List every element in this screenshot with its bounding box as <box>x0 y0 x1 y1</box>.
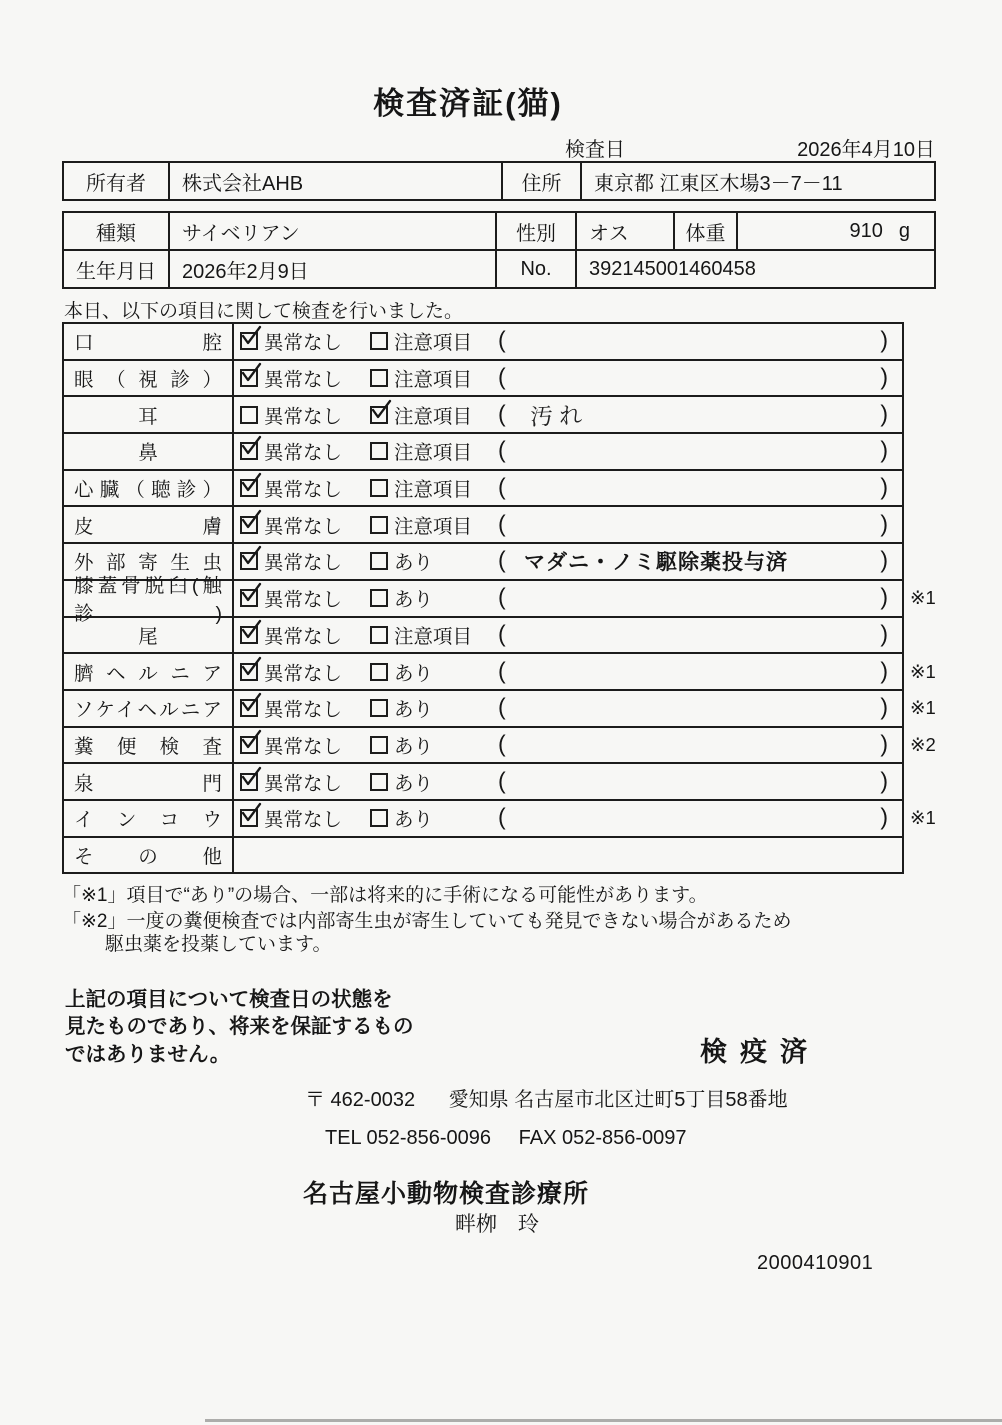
item-label-text: 外部寄生虫 <box>74 552 222 575</box>
item-label-text: その他 <box>74 845 222 868</box>
reference-mark: ※2 <box>910 733 936 755</box>
checklist-row-content <box>234 471 902 506</box>
address-label: 住所 <box>501 163 580 199</box>
check-mark-icon <box>239 435 263 459</box>
checkbox-option-1 <box>240 361 342 396</box>
clinic-tel-line <box>325 1127 687 1150</box>
option-label: 注意項目 <box>394 515 473 538</box>
checkbox-option-2 <box>370 691 433 726</box>
item-label <box>64 728 234 763</box>
paren-close: ) <box>880 400 888 427</box>
option-label: あり <box>394 735 434 758</box>
checkbox-unchecked-icon <box>370 626 388 644</box>
item-label-text: インコウ <box>74 809 222 832</box>
paren-open: ( <box>498 326 506 353</box>
paren-close: ) <box>880 436 888 463</box>
owner-label: 所有者 <box>86 172 146 195</box>
item-label <box>64 471 234 506</box>
owner-value: 株式会社AHB <box>168 163 501 199</box>
checklist-row-content <box>234 324 902 359</box>
checkbox-unchecked-icon <box>370 369 388 387</box>
item-label <box>64 575 234 626</box>
item-label-text: 心臓（聴診） <box>74 479 222 502</box>
checkbox-option-1 <box>240 691 342 726</box>
checkbox-checked-icon <box>240 626 258 644</box>
option-label: 異常なし <box>264 589 343 612</box>
checkbox-option-2 <box>370 507 472 542</box>
check-mark-icon <box>239 582 263 606</box>
checkbox-option-1 <box>240 801 342 836</box>
check-mark-icon <box>239 656 263 680</box>
check-mark-icon <box>369 399 393 423</box>
checklist-row <box>64 799 936 836</box>
paren-close: ) <box>880 693 888 720</box>
checkbox-checked-icon <box>240 479 258 497</box>
checkbox-unchecked-icon <box>370 663 388 681</box>
item-label-text: 泉門 <box>74 772 222 795</box>
paren-close: ) <box>880 326 888 353</box>
paren-open: ( <box>498 510 506 537</box>
closing-line-3: ではありません。 <box>65 1043 231 1066</box>
checkbox-option-2 <box>370 324 472 359</box>
check-mark-icon <box>239 325 263 349</box>
checklist-row <box>64 432 902 469</box>
checklist-row <box>64 762 902 799</box>
check-mark-icon <box>239 509 263 533</box>
option-label: 注意項目 <box>394 625 473 648</box>
checkbox-unchecked-icon <box>370 552 388 570</box>
paren-open: ( <box>498 767 506 794</box>
check-mark-icon <box>239 472 263 496</box>
checkbox-unchecked-icon <box>370 332 388 350</box>
sex-label: 性別 <box>495 213 575 249</box>
option-label: 注意項目 <box>394 479 473 502</box>
checklist-row <box>64 689 936 726</box>
checklist-row <box>64 652 936 689</box>
entry-text: マダニ・ノミ駆除薬投与済 <box>524 551 788 575</box>
no-value: 392145001460458 <box>575 251 934 287</box>
checkbox-unchecked-icon <box>370 516 388 534</box>
item-label <box>64 397 234 432</box>
paren-open: ( <box>498 656 506 683</box>
checkbox-checked-icon <box>240 516 258 534</box>
checkbox-unchecked-icon <box>370 736 388 754</box>
checklist-row-content <box>234 507 902 542</box>
item-label-text: 皮膚 <box>74 515 222 538</box>
paren-close: ) <box>880 546 888 573</box>
checklist-row-content <box>234 801 902 836</box>
check-mark-icon <box>239 766 263 790</box>
check-mark-icon <box>239 619 263 643</box>
item-label-text: 眼（視診） <box>74 369 222 392</box>
checkbox-option-2 <box>370 471 472 506</box>
paren-open: ( <box>498 400 506 427</box>
checklist-row-content <box>234 838 902 873</box>
checklist-row <box>64 505 902 542</box>
paren-open: ( <box>498 473 506 500</box>
checklist-row <box>64 616 902 653</box>
checkbox-option-2 <box>370 434 472 469</box>
closing-line-2: 見たものであり、将来を保証するもの <box>65 1015 414 1038</box>
option-label: 異常なし <box>264 735 343 758</box>
checklist-row <box>64 575 936 626</box>
option-label: 異常なし <box>264 662 343 685</box>
weight-unit: g <box>898 219 910 242</box>
item-label-text: 鼻 <box>138 442 158 465</box>
checklist-row <box>64 324 902 359</box>
intro-sentence: 本日、以下の項目に関して検査を行いました。 <box>64 301 464 322</box>
checkbox-option-2 <box>370 544 433 579</box>
item-label <box>64 838 234 873</box>
checklist-row <box>64 726 936 763</box>
checkbox-unchecked-icon <box>370 773 388 791</box>
checkbox-checked-icon <box>240 699 258 717</box>
no-label: No. <box>495 251 575 287</box>
owner-row <box>64 163 934 199</box>
checkbox-option-1 <box>240 728 342 763</box>
checkbox-option-1 <box>240 507 342 542</box>
check-mark-icon <box>239 545 263 569</box>
checkbox-unchecked-icon <box>370 809 388 827</box>
check-mark-icon <box>239 802 263 826</box>
sex-value: オス <box>575 213 673 249</box>
checkbox-option-1 <box>240 324 342 359</box>
checkbox-option-2 <box>370 654 433 689</box>
checkbox-option-1 <box>240 654 342 689</box>
breed-value: サイベリアン <box>168 213 495 249</box>
pet-row-1 <box>64 213 934 249</box>
document-number: 2000410901 <box>757 1252 874 1274</box>
clinic-name: 名古屋小動物検査診療所 <box>303 1180 590 1208</box>
paren-close: ) <box>880 510 888 537</box>
owner-table <box>62 161 936 201</box>
option-label: あり <box>394 809 434 832</box>
clinic-fax: FAX 052-856-0097 <box>518 1127 687 1149</box>
checkbox-option-1 <box>240 397 342 432</box>
paren-close: ) <box>880 363 888 390</box>
checkbox-unchecked-icon <box>370 442 388 460</box>
checklist-row-content <box>234 764 902 799</box>
checklist-table <box>62 322 936 874</box>
postal-code: 〒 462-0032 <box>305 1089 416 1111</box>
checklist-row <box>64 395 902 432</box>
checkbox-option-2 <box>370 764 433 799</box>
item-label <box>64 801 234 836</box>
checklist-row-content <box>234 618 902 653</box>
item-label <box>64 654 234 689</box>
checkbox-checked-icon <box>240 332 258 350</box>
checkbox-option-1 <box>240 581 342 616</box>
paren-open: ( <box>498 546 506 573</box>
pet-table <box>62 211 936 289</box>
breed-label: 種類 <box>96 222 136 245</box>
option-label: あり <box>394 589 434 612</box>
checklist-row-content <box>234 544 902 579</box>
checkbox-option-2 <box>370 361 472 396</box>
checklist-row-content <box>234 581 902 616</box>
checkbox-option-2 <box>370 397 472 432</box>
item-label-text: 糞便検査 <box>74 735 222 758</box>
option-label: 注意項目 <box>394 405 473 428</box>
closing-line-1: 上記の項目について検査日の状態を <box>65 988 393 1011</box>
item-label <box>64 434 234 469</box>
checkbox-checked-icon <box>240 736 258 754</box>
checkbox-option-2 <box>370 618 472 653</box>
checklist-row-content <box>234 728 902 763</box>
checkbox-option-2 <box>370 801 433 836</box>
option-label: 注意項目 <box>394 369 473 392</box>
option-label: あり <box>394 552 434 575</box>
checklist-row <box>64 469 902 506</box>
check-mark-icon <box>239 362 263 386</box>
checkbox-checked-icon <box>240 809 258 827</box>
option-label: 異常なし <box>264 515 343 538</box>
option-label: あり <box>394 662 434 685</box>
weight-cell <box>736 213 934 249</box>
checkbox-checked-icon <box>240 589 258 607</box>
reference-mark: ※1 <box>910 697 936 719</box>
checkbox-option-1 <box>240 544 342 579</box>
inspection-date-label: 検査日 <box>565 139 625 161</box>
checklist-row-content <box>234 691 902 726</box>
clinic-tel: TEL 052-856-0096 <box>325 1127 492 1149</box>
veterinarian-name: 畔栁 玲 <box>455 1213 539 1236</box>
weight-label: 体重 <box>673 213 736 249</box>
checklist-row-content <box>234 397 902 432</box>
checkbox-checked-icon <box>240 442 258 460</box>
checkbox-unchecked-icon <box>370 699 388 717</box>
option-label: 異常なし <box>264 699 343 722</box>
paren-open: ( <box>498 363 506 390</box>
item-label <box>64 691 234 726</box>
item-label <box>64 507 234 542</box>
handwritten-entry: 汚れ <box>529 401 589 430</box>
option-label: 異常なし <box>264 442 343 465</box>
footnote-2-continued: 駆虫薬を投薬しています。 <box>105 934 332 955</box>
quarantine-passed-stamp: 検疫済 <box>700 1037 820 1067</box>
paren-open: ( <box>498 436 506 463</box>
paren-close: ) <box>880 620 888 647</box>
weight-value: 910 <box>849 219 883 242</box>
item-label <box>64 361 234 396</box>
birth-label: 生年月日 <box>76 260 156 283</box>
checkbox-unchecked-icon <box>370 589 388 607</box>
checkbox-checked-icon <box>240 663 258 681</box>
option-label: 異常なし <box>264 332 343 355</box>
paren-open: ( <box>498 583 506 610</box>
checkbox-option-1 <box>240 434 342 469</box>
item-label-text: 耳 <box>138 405 158 428</box>
checkbox-option-1 <box>240 471 342 506</box>
item-label-text: 臍ヘルニア <box>74 662 222 685</box>
item-label-text: 口腔 <box>74 332 222 355</box>
checkbox-checked-icon <box>240 369 258 387</box>
option-label: 異常なし <box>264 479 343 502</box>
paren-close: ) <box>880 656 888 683</box>
clinic-address: 愛知県 名古屋市北区辻町5丁目58番地 <box>448 1089 788 1111</box>
footnote-2: 「※2」一度の糞便検査では内部寄生虫が寄生していても発見できない場合があるため <box>62 911 792 932</box>
reference-mark: ※1 <box>910 807 936 829</box>
paren-open: ( <box>498 803 506 830</box>
pet-row-2 <box>64 249 934 287</box>
paren-close: ) <box>880 473 888 500</box>
birth-value: 2026年2月9日 <box>168 251 495 287</box>
paren-close: ) <box>880 803 888 830</box>
paren-close: ) <box>880 767 888 794</box>
option-label: あり <box>394 699 434 722</box>
paren-open: ( <box>498 693 506 720</box>
item-label-text: ソケイヘルニア <box>74 699 222 722</box>
reference-mark: ※1 <box>910 660 936 682</box>
item-label <box>64 764 234 799</box>
clinic-postal-line <box>305 1083 788 1112</box>
check-mark-icon <box>239 692 263 716</box>
option-label: 異常なし <box>264 369 343 392</box>
item-label <box>64 618 234 653</box>
paren-close: ) <box>880 730 888 757</box>
checklist-row-content <box>234 361 902 396</box>
checklist-row-content <box>234 434 902 469</box>
checklist-row-content <box>234 654 902 689</box>
reference-mark: ※1 <box>910 587 936 609</box>
paren-close: ) <box>880 583 888 610</box>
checklist-row <box>64 836 902 873</box>
checkbox-checked-icon <box>370 406 388 424</box>
checkbox-unchecked-icon <box>240 406 258 424</box>
page-title: 検査済証(猫) <box>373 86 563 121</box>
checkbox-checked-icon <box>240 552 258 570</box>
item-label-text: 尾 <box>138 625 158 648</box>
option-label: 異常なし <box>264 809 343 832</box>
option-label: 注意項目 <box>394 442 473 465</box>
footnote-1: 「※1」項目で“あり”の場合、一部は将来的に手術になる可能性があります。 <box>62 885 708 906</box>
check-mark-icon <box>239 729 263 753</box>
option-label: あり <box>394 772 434 795</box>
address-value: 東京都 江東区木場3－7－11 <box>580 163 934 199</box>
checkbox-unchecked-icon <box>370 479 388 497</box>
checkbox-checked-icon <box>240 773 258 791</box>
checklist-row <box>64 359 902 396</box>
item-label-text: 膝蓋骨脱臼(触診) <box>74 575 222 626</box>
paren-open: ( <box>498 730 506 757</box>
option-label: 異常なし <box>264 625 343 648</box>
checkbox-option-1 <box>240 618 342 653</box>
item-label <box>64 324 234 359</box>
option-label: 異常なし <box>264 552 343 575</box>
inspection-date-value: 2026年4月10日 <box>797 139 935 161</box>
option-label: 異常なし <box>264 405 343 428</box>
checkbox-option-1 <box>240 764 342 799</box>
option-label: 注意項目 <box>394 332 473 355</box>
checkbox-option-2 <box>370 581 433 616</box>
option-label: 異常なし <box>264 772 343 795</box>
paren-open: ( <box>498 620 506 647</box>
scan-edge-artifact <box>205 1419 1002 1422</box>
checkbox-option-2 <box>370 728 433 763</box>
